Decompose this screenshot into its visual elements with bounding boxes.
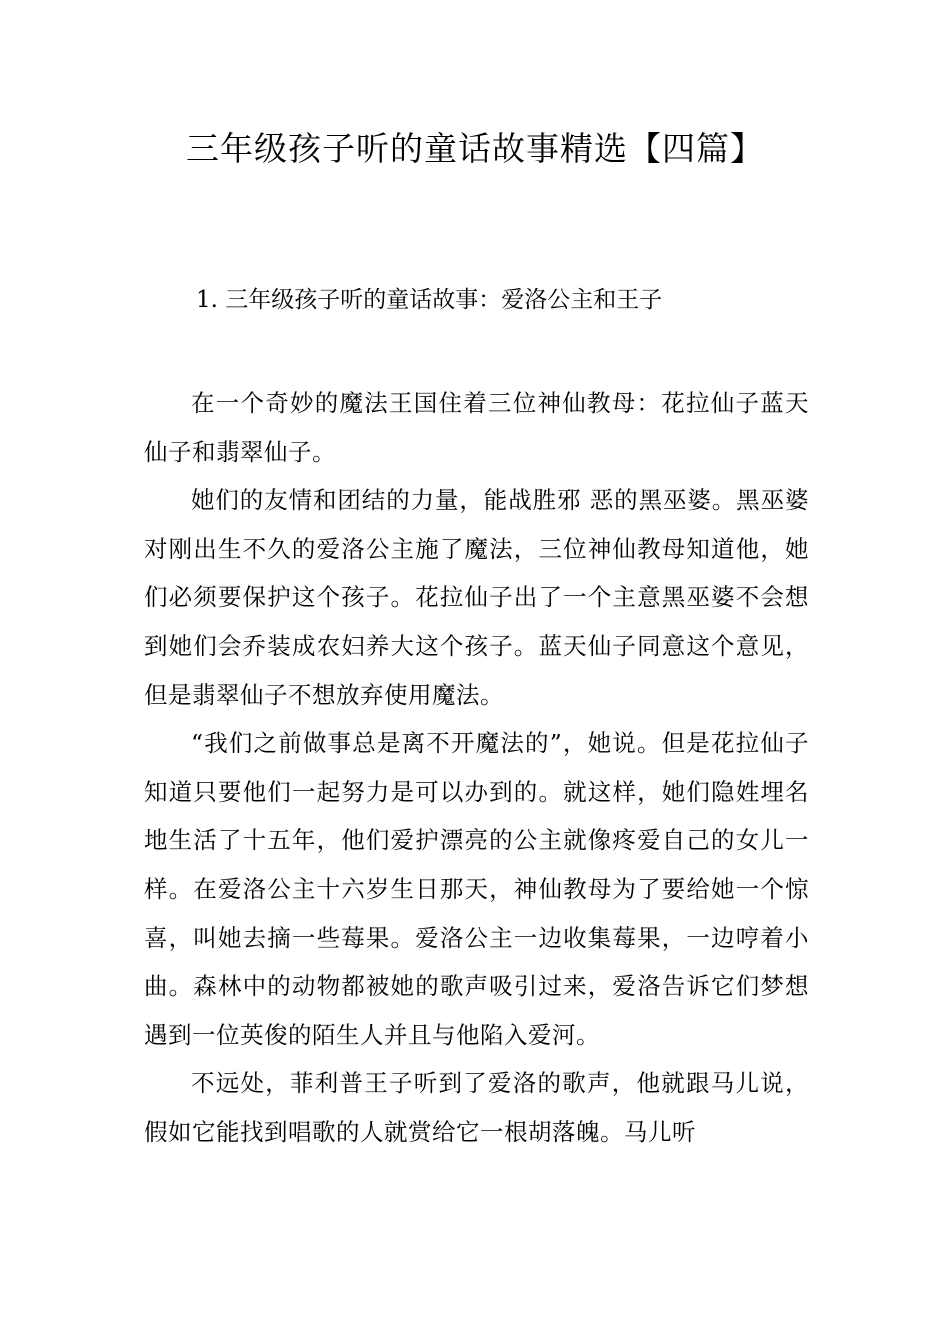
paragraph-4: 不远处，菲利普王子听到了爱洛的歌声，他就跟马儿说，假如它能找到唱歌的人就赏给它一根胡落魄。马儿听 <box>144 1069 809 1146</box>
paragraph-1: 在一个奇妙的魔法王国住着三位神仙教母：花拉仙子蓝天仙子和翡翠仙子。 <box>144 389 809 466</box>
paragraph-2: 她们的友情和团结的力量，能战胜邪 恶的黑巫婆。黑巫婆对刚出生不久的爱洛公主施了魔法，三位神仙教母知道他，她们必须要保护这个孩子。花拉仙子出了一个主意黑巫婆不会想到她们会乔装成农妇养大这个孩子。蓝天仙子同意这个意见，但是翡翠仙子不想放弃使用魔法。 <box>144 486 809 709</box>
section-heading: 1. 三年级孩子听的童话故事：爱洛公主和王子 <box>196 287 663 313</box>
paragraph-3: “我们之前做事总是离不开魔法的”，她说。但是花拉仙子知道只要他们一起努力是可以办到的。就这样，她们隐姓埋名地生活了十五年，他们爱护漂亮的公主就像疼爱自己的女儿一样。在爱洛公主十六岁生日那天，神仙教母为了要给她一个惊喜，叫她去摘一些莓果。爱洛公主一边收集莓果，一边哼着小曲。森林中的动物都被她的歌声吸引过来，爱洛告诉它们梦想遇到一位英俊的陌生人并且与他陷入爱河。 <box>144 729 809 1049</box>
document-title: 三年级孩子听的童话故事精选【四篇】 <box>186 129 764 168</box>
body-text <box>144 379 809 1157</box>
